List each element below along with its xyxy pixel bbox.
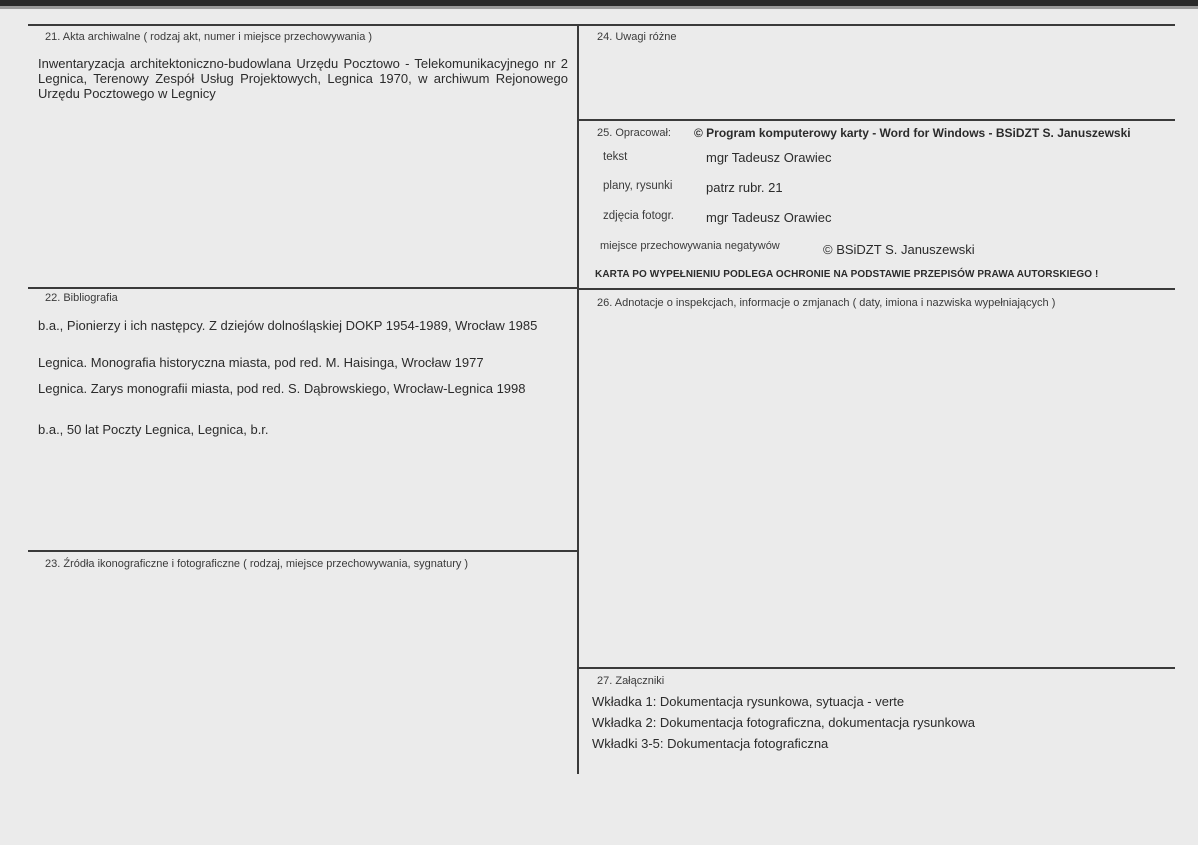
author-value-text: mgr Tadeusz Orawiec [706, 150, 832, 165]
section-24-title: 24. Uwagi różne [597, 31, 677, 43]
rule-right-27 [578, 667, 1175, 669]
bibliography-item: b.a., 50 lat Poczty Legnica, Legnica, b.r. [38, 422, 269, 437]
scan-top-edge-shadow [0, 6, 1198, 9]
author-label-plans: plany, rysunki [603, 180, 673, 192]
section-27-title: 27. Załączniki [597, 675, 665, 687]
rule-right-26 [578, 288, 1175, 290]
section-25-title: 25. Opracował: [597, 127, 671, 139]
rule-top [28, 24, 1175, 26]
attachment-item: Wkładka 1: Dokumentacja rysunkowa, sytuacja - verte [592, 694, 905, 709]
attachment-item: Wkładki 3-5: Dokumentacja fotograficzna [592, 736, 829, 751]
bibliography-item: Legnica. Monografia historyczna miasta, pod red. M. Haisinga, Wrocław 1977 [38, 355, 484, 370]
rule-left-23 [28, 550, 578, 552]
author-value-photos: mgr Tadeusz Orawiec [706, 210, 832, 225]
program-credit: © Program komputerowy karty - Word for Windows - BSiDZT S. Januszewski [694, 126, 1131, 140]
section-26-title: 26. Adnotacje o inspekcjach, informacje o zmjanach ( daty, imiona i nazwiska wypełniających ) [597, 297, 1056, 309]
section-21-title: 21. Akta archiwalne ( rodzaj akt, numer i miejsce przechowywania ) [45, 31, 373, 43]
section-21-text: Inwentaryzacja architektoniczno-budowlana Urzędu Pocztowo - Telekomunikacyjnego nr 2 Legnica, Terenowy Zespół Usług Projektowych, Legnica 1970, w archiwum Rejonowego Urzędu Pocztowego w Legnicy [38, 56, 568, 101]
bibliography-item: b.a., Pionierzy i ich następcy. Z dziejów dolnośląskiej DOKP 1954-1989, Wrocław 1985 [38, 318, 538, 333]
author-value-plans: patrz rubr. 21 [706, 180, 783, 195]
rule-center [577, 24, 579, 774]
bibliography-item: Legnica. Zarys monografii miasta, pod red. S. Dąbrowskiego, Wrocław-Legnica 1998 [38, 381, 526, 396]
copyright-warning: KARTA PO WYPEŁNIENIU PODLEGA OCHRONIE NA PODSTAWIE PRZEPISÓW PRAWA AUTORSKIEGO ! [595, 269, 1099, 280]
section-23-title: 23. Źródła ikonograficzne i fotograficzne ( rodzaj, miejsce przechowywania, sygnatury ) [45, 558, 469, 570]
rule-left-22 [28, 287, 578, 289]
author-label-text: tekst [603, 151, 628, 163]
author-label-photos: zdjęcia fotogr. [603, 210, 674, 222]
section-22-title: 22. Bibliografia [45, 292, 118, 304]
rule-right-25 [578, 119, 1175, 121]
author-value-negatives: © BSiDZT S. Januszewski [823, 242, 975, 257]
attachment-item: Wkładka 2: Dokumentacja fotograficzna, dokumentacja rysunkowa [592, 715, 975, 730]
author-label-negatives: miejsce przechowywania negatywów [600, 240, 780, 252]
